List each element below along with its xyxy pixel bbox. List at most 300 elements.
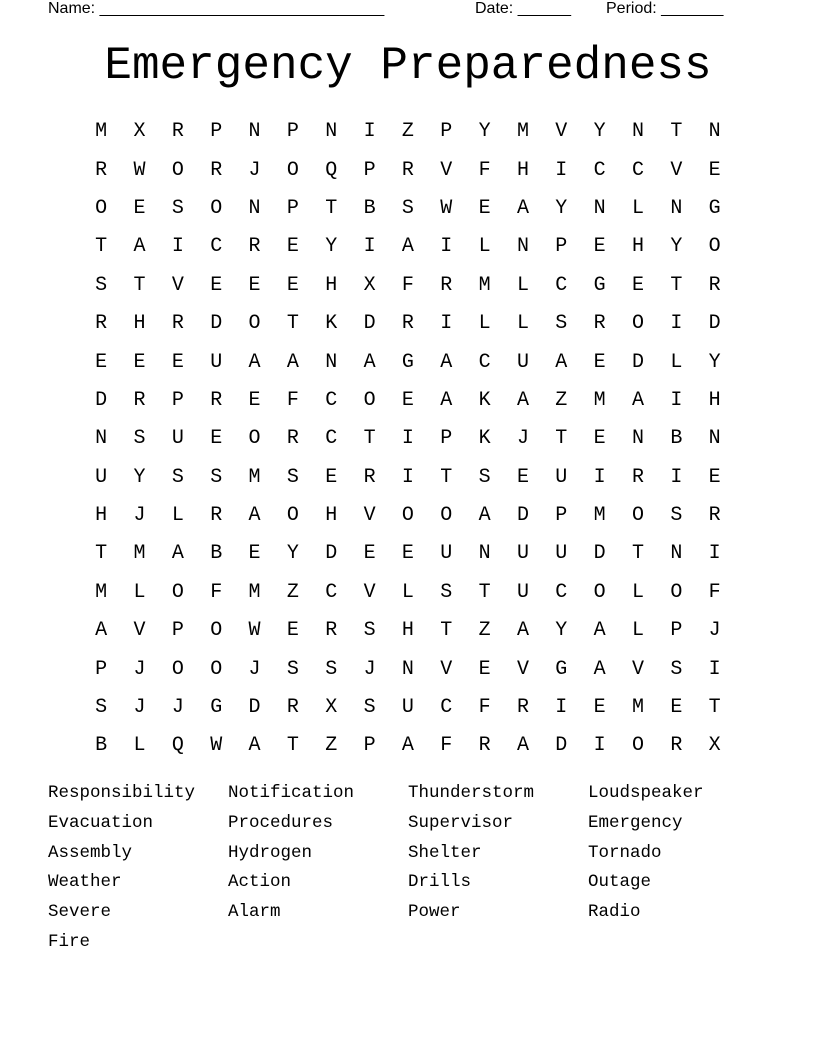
grid-letter[interactable]: R [210, 158, 223, 182]
grid-letter[interactable]: S [555, 312, 568, 336]
grid-letter[interactable]: I [440, 312, 453, 336]
grid-letter[interactable]: Y [325, 235, 338, 259]
grid-letter[interactable]: D [210, 312, 223, 336]
grid-letter[interactable]: O [631, 504, 644, 528]
grid-letter[interactable]: O [171, 158, 184, 182]
grid-letter[interactable]: A [516, 196, 529, 220]
period-field[interactable]: Period: _______ [606, 0, 724, 17]
grid-letter[interactable]: M [95, 120, 108, 144]
grid-letter[interactable]: T [670, 120, 683, 144]
grid-letter[interactable]: S [670, 504, 683, 528]
grid-letter[interactable]: R [516, 696, 529, 720]
grid-letter[interactable]: L [516, 312, 529, 336]
grid-letter[interactable]: E [708, 158, 721, 182]
grid-letter[interactable]: R [708, 504, 721, 528]
grid-letter[interactable]: N [325, 350, 338, 374]
grid-letter[interactable]: S [670, 657, 683, 681]
grid-letter[interactable]: Z [555, 388, 568, 412]
grid-letter[interactable]: J [133, 696, 146, 720]
grid-letter[interactable]: E [95, 350, 108, 374]
grid-letter[interactable]: A [133, 235, 146, 259]
grid-letter[interactable]: H [708, 388, 721, 412]
grid-letter[interactable]: D [363, 312, 376, 336]
grid-letter[interactable]: T [708, 696, 721, 720]
grid-letter[interactable]: E [248, 273, 261, 297]
grid-letter[interactable]: G [593, 273, 606, 297]
grid-letter[interactable]: X [363, 273, 376, 297]
grid-letter[interactable]: E [248, 388, 261, 412]
grid-letter[interactable]: V [171, 273, 184, 297]
grid-letter[interactable]: M [95, 580, 108, 604]
grid-letter[interactable]: P [363, 158, 376, 182]
grid-letter[interactable]: R [708, 273, 721, 297]
grid-letter[interactable]: B [210, 542, 223, 566]
grid-letter[interactable]: P [171, 619, 184, 643]
grid-letter[interactable]: G [210, 696, 223, 720]
grid-letter[interactable]: R [401, 158, 414, 182]
grid-letter[interactable]: M [593, 388, 606, 412]
grid-letter[interactable]: F [708, 580, 721, 604]
grid-letter[interactable]: M [593, 504, 606, 528]
grid-letter[interactable]: V [440, 158, 453, 182]
grid-letter[interactable]: N [95, 427, 108, 451]
grid-letter[interactable]: E [133, 196, 146, 220]
grid-letter[interactable]: A [516, 734, 529, 758]
grid-letter[interactable]: P [95, 657, 108, 681]
grid-letter[interactable]: I [593, 734, 606, 758]
grid-letter[interactable]: N [670, 542, 683, 566]
grid-letter[interactable]: D [325, 542, 338, 566]
grid-letter[interactable]: N [670, 196, 683, 220]
grid-letter[interactable]: E [286, 619, 299, 643]
grid-letter[interactable]: Z [325, 734, 338, 758]
grid-letter[interactable]: E [670, 696, 683, 720]
grid-letter[interactable]: R [286, 427, 299, 451]
grid-letter[interactable]: I [670, 388, 683, 412]
grid-letter[interactable]: U [555, 465, 568, 489]
grid-letter[interactable]: Y [478, 120, 491, 144]
grid-letter[interactable]: U [210, 350, 223, 374]
grid-letter[interactable]: R [171, 312, 184, 336]
grid-letter[interactable]: V [631, 657, 644, 681]
grid-letter[interactable]: R [133, 388, 146, 412]
grid-letter[interactable]: N [708, 427, 721, 451]
grid-letter[interactable]: O [210, 196, 223, 220]
grid-letter[interactable]: E [286, 273, 299, 297]
grid-letter[interactable]: D [95, 388, 108, 412]
grid-letter[interactable]: O [95, 196, 108, 220]
grid-letter[interactable]: C [210, 235, 223, 259]
grid-letter[interactable]: O [363, 388, 376, 412]
grid-letter[interactable]: D [516, 504, 529, 528]
grid-letter[interactable]: D [593, 542, 606, 566]
grid-letter[interactable]: Y [555, 619, 568, 643]
word-bank-item: Action [228, 872, 292, 893]
grid-letter[interactable]: H [325, 504, 338, 528]
grid-letter[interactable]: S [210, 465, 223, 489]
grid-letter[interactable]: T [325, 196, 338, 220]
grid-letter[interactable]: N [248, 120, 261, 144]
grid-letter[interactable]: R [401, 312, 414, 336]
grid-letter[interactable]: U [171, 427, 184, 451]
grid-letter[interactable]: R [631, 465, 644, 489]
grid-letter[interactable]: U [95, 465, 108, 489]
grid-letter[interactable]: O [248, 312, 261, 336]
grid-letter[interactable]: E [631, 273, 644, 297]
grid-letter[interactable]: P [555, 235, 568, 259]
grid-letter[interactable]: A [516, 619, 529, 643]
grid-letter[interactable]: S [325, 657, 338, 681]
grid-letter[interactable]: J [248, 158, 261, 182]
grid-letter[interactable]: O [171, 657, 184, 681]
grid-letter[interactable]: B [95, 734, 108, 758]
grid-letter[interactable]: U [516, 580, 529, 604]
grid-letter[interactable]: J [708, 619, 721, 643]
grid-letter[interactable]: W [133, 158, 146, 182]
word-bank-item: Shelter [408, 842, 482, 863]
grid-letter[interactable]: T [95, 235, 108, 259]
grid-letter[interactable]: L [401, 580, 414, 604]
grid-letter[interactable]: V [555, 120, 568, 144]
grid-letter[interactable]: I [440, 235, 453, 259]
grid-letter[interactable]: E [593, 696, 606, 720]
grid-letter[interactable]: I [401, 465, 414, 489]
grid-letter[interactable]: Q [171, 734, 184, 758]
grid-letter[interactable]: I [401, 427, 414, 451]
grid-letter[interactable]: A [286, 350, 299, 374]
grid-letter[interactable]: R [210, 504, 223, 528]
grid-letter[interactable]: L [478, 312, 491, 336]
grid-letter[interactable]: M [516, 120, 529, 144]
grid-letter[interactable]: O [286, 504, 299, 528]
grid-letter[interactable]: V [133, 619, 146, 643]
grid-letter[interactable]: U [555, 542, 568, 566]
grid-letter[interactable]: R [478, 734, 491, 758]
grid-letter[interactable]: Z [286, 580, 299, 604]
grid-letter[interactable]: E [516, 465, 529, 489]
grid-letter[interactable]: N [401, 657, 414, 681]
grid-letter[interactable]: T [440, 619, 453, 643]
grid-letter[interactable]: O [631, 312, 644, 336]
grid-letter[interactable]: J [133, 504, 146, 528]
grid-letter[interactable]: T [670, 273, 683, 297]
grid-letter[interactable]: R [210, 388, 223, 412]
grid-letter[interactable]: R [440, 273, 453, 297]
grid-letter[interactable]: R [593, 312, 606, 336]
grid-letter[interactable]: A [248, 734, 261, 758]
grid-letter[interactable]: A [401, 235, 414, 259]
grid-letter[interactable]: P [171, 388, 184, 412]
grid-letter[interactable]: I [708, 657, 721, 681]
grid-letter[interactable]: L [631, 196, 644, 220]
grid-letter[interactable]: R [670, 734, 683, 758]
grid-letter[interactable]: X [708, 734, 721, 758]
grid-letter[interactable]: Z [401, 120, 414, 144]
name-field[interactable]: Name: ________________________________ [48, 0, 385, 17]
grid-letter[interactable]: N [631, 120, 644, 144]
grid-letter[interactable]: G [708, 196, 721, 220]
grid-letter[interactable]: C [631, 158, 644, 182]
grid-letter[interactable]: K [478, 388, 491, 412]
grid-letter[interactable]: T [95, 542, 108, 566]
grid-letter[interactable]: N [593, 196, 606, 220]
grid-letter[interactable]: B [363, 196, 376, 220]
grid-letter[interactable]: P [670, 619, 683, 643]
grid-letter[interactable]: U [516, 350, 529, 374]
grid-letter[interactable]: M [248, 580, 261, 604]
grid-letter[interactable]: F [401, 273, 414, 297]
grid-letter[interactable]: U [516, 542, 529, 566]
grid-letter[interactable]: M [133, 542, 146, 566]
grid-letter[interactable]: N [631, 427, 644, 451]
grid-letter[interactable]: R [363, 465, 376, 489]
grid-letter[interactable]: D [708, 312, 721, 336]
grid-letter[interactable]: B [670, 427, 683, 451]
grid-letter[interactable]: H [325, 273, 338, 297]
grid-letter[interactable]: W [248, 619, 261, 643]
grid-letter[interactable]: F [210, 580, 223, 604]
grid-letter[interactable]: L [478, 235, 491, 259]
grid-letter[interactable]: E [325, 465, 338, 489]
grid-letter[interactable]: O [401, 504, 414, 528]
grid-letter[interactable]: S [363, 619, 376, 643]
grid-letter[interactable]: O [210, 657, 223, 681]
grid-letter[interactable]: G [555, 657, 568, 681]
grid-letter[interactable]: O [708, 235, 721, 259]
grid-letter[interactable]: N [516, 235, 529, 259]
grid-letter[interactable]: S [478, 465, 491, 489]
grid-letter[interactable]: A [516, 388, 529, 412]
grid-letter[interactable]: Y [670, 235, 683, 259]
grid-letter[interactable]: C [325, 388, 338, 412]
grid-letter[interactable]: G [401, 350, 414, 374]
grid-letter[interactable]: O [440, 504, 453, 528]
grid-letter[interactable]: E [593, 235, 606, 259]
grid-letter[interactable]: E [401, 388, 414, 412]
grid-letter[interactable]: C [555, 273, 568, 297]
grid-letter[interactable]: S [171, 465, 184, 489]
grid-letter[interactable]: J [516, 427, 529, 451]
word-bank-item: Notification [228, 783, 355, 803]
grid-letter[interactable]: M [248, 465, 261, 489]
grid-letter[interactable]: J [248, 657, 261, 681]
grid-letter[interactable]: L [631, 619, 644, 643]
grid-letter[interactable]: L [133, 734, 146, 758]
grid-letter[interactable]: I [171, 235, 184, 259]
grid-letter[interactable]: A [248, 504, 261, 528]
grid-letter[interactable]: O [670, 580, 683, 604]
grid-letter[interactable]: S [95, 273, 108, 297]
grid-letter[interactable]: A [478, 504, 491, 528]
grid-letter[interactable]: V [363, 580, 376, 604]
grid-letter[interactable]: O [631, 734, 644, 758]
grid-letter[interactable]: K [325, 312, 338, 336]
grid-letter[interactable]: A [401, 734, 414, 758]
grid-letter[interactable]: N [325, 120, 338, 144]
grid-letter[interactable]: I [593, 465, 606, 489]
grid-letter[interactable]: Z [478, 619, 491, 643]
grid-letter[interactable]: U [401, 696, 414, 720]
grid-letter[interactable]: T [555, 427, 568, 451]
grid-letter[interactable]: U [440, 542, 453, 566]
grid-letter[interactable]: I [555, 696, 568, 720]
grid-letter[interactable]: E [133, 350, 146, 374]
grid-letter[interactable]: Y [708, 350, 721, 374]
grid-letter[interactable]: A [440, 350, 453, 374]
grid-letter[interactable]: P [286, 120, 299, 144]
grid-letter[interactable]: N [708, 120, 721, 144]
grid-letter[interactable]: T [286, 734, 299, 758]
grid-letter[interactable]: D [555, 734, 568, 758]
grid-letter[interactable]: M [631, 696, 644, 720]
grid-letter[interactable]: E [593, 427, 606, 451]
grid-letter[interactable]: P [440, 120, 453, 144]
grid-letter[interactable]: E [248, 542, 261, 566]
grid-letter[interactable]: S [171, 196, 184, 220]
grid-letter[interactable]: A [631, 388, 644, 412]
grid-letter[interactable]: T [440, 465, 453, 489]
grid-letter[interactable]: P [286, 196, 299, 220]
grid-letter[interactable]: J [133, 657, 146, 681]
grid-letter[interactable]: S [133, 427, 146, 451]
grid-letter[interactable]: T [286, 312, 299, 336]
grid-letter[interactable]: Y [593, 120, 606, 144]
grid-letter[interactable]: J [363, 657, 376, 681]
grid-letter[interactable]: Q [325, 158, 338, 182]
grid-letter[interactable]: V [363, 504, 376, 528]
grid-letter[interactable]: X [325, 696, 338, 720]
grid-letter[interactable]: H [133, 312, 146, 336]
grid-letter[interactable]: H [516, 158, 529, 182]
date-field[interactable]: Date: ______ [475, 0, 572, 17]
grid-letter[interactable]: E [478, 657, 491, 681]
grid-letter[interactable]: E [401, 542, 414, 566]
grid-letter[interactable]: A [95, 619, 108, 643]
grid-letter[interactable]: C [593, 158, 606, 182]
grid-letter[interactable]: T [363, 427, 376, 451]
grid-letter[interactable]: A [593, 657, 606, 681]
grid-letter[interactable]: E [171, 350, 184, 374]
grid-letter[interactable]: J [171, 696, 184, 720]
grid-letter[interactable]: K [478, 427, 491, 451]
grid-letter[interactable]: R [248, 235, 261, 259]
grid-letter[interactable]: S [286, 657, 299, 681]
grid-letter[interactable]: L [133, 580, 146, 604]
grid-letter[interactable]: S [95, 696, 108, 720]
grid-letter[interactable]: W [440, 196, 453, 220]
grid-letter[interactable]: T [133, 273, 146, 297]
grid-letter[interactable]: E [593, 350, 606, 374]
grid-letter[interactable]: P [555, 504, 568, 528]
grid-letter[interactable]: R [95, 312, 108, 336]
grid-letter[interactable]: P [363, 734, 376, 758]
grid-letter[interactable]: I [708, 542, 721, 566]
grid-letter[interactable]: Y [555, 196, 568, 220]
grid-letter[interactable]: E [210, 427, 223, 451]
grid-letter[interactable]: A [593, 619, 606, 643]
grid-letter[interactable]: I [670, 312, 683, 336]
grid-letter[interactable]: R [325, 619, 338, 643]
grid-letter[interactable]: A [440, 388, 453, 412]
grid-letter[interactable]: E [708, 465, 721, 489]
grid-letter[interactable]: I [363, 120, 376, 144]
grid-row [82, 650, 734, 688]
grid-letter[interactable]: R [95, 158, 108, 182]
grid-letter[interactable]: H [401, 619, 414, 643]
grid-letter[interactable]: O [210, 619, 223, 643]
grid-letter[interactable]: A [555, 350, 568, 374]
grid-letter[interactable]: C [440, 696, 453, 720]
grid-letter[interactable]: L [631, 580, 644, 604]
grid-letter[interactable]: A [248, 350, 261, 374]
grid-letter[interactable]: V [670, 158, 683, 182]
grid-letter[interactable]: M [478, 273, 491, 297]
grid-letter[interactable]: S [440, 580, 453, 604]
grid-letter[interactable]: F [478, 696, 491, 720]
grid-letter[interactable]: Y [286, 542, 299, 566]
grid-letter[interactable]: H [631, 235, 644, 259]
grid-letter[interactable]: C [555, 580, 568, 604]
grid-letter[interactable]: O [593, 580, 606, 604]
grid-letter[interactable]: C [478, 350, 491, 374]
grid-letter[interactable]: P [210, 120, 223, 144]
word-bank-item: Evacuation [48, 812, 154, 833]
grid-letter[interactable]: R [286, 696, 299, 720]
grid-letter[interactable]: O [248, 427, 261, 451]
grid-letter[interactable]: F [478, 158, 491, 182]
grid-letter[interactable]: I [363, 235, 376, 259]
grid-letter[interactable]: I [555, 158, 568, 182]
grid-row [82, 151, 734, 189]
grid-letter[interactable]: S [286, 465, 299, 489]
grid-letter[interactable]: P [440, 427, 453, 451]
grid-letter[interactable]: A [171, 542, 184, 566]
grid-letter[interactable]: I [670, 465, 683, 489]
grid-letter[interactable]: S [363, 696, 376, 720]
grid-letter[interactable]: D [631, 350, 644, 374]
grid-letter[interactable]: H [95, 504, 108, 528]
grid-letter[interactable]: R [171, 120, 184, 144]
grid-letter[interactable]: L [171, 504, 184, 528]
grid-letter[interactable]: Y [133, 465, 146, 489]
grid-letter[interactable]: A [363, 350, 376, 374]
grid-letter[interactable]: D [248, 696, 261, 720]
grid-letter[interactable]: E [363, 542, 376, 566]
grid-letter[interactable]: E [286, 235, 299, 259]
grid-letter[interactable]: E [210, 273, 223, 297]
grid-letter[interactable]: F [286, 388, 299, 412]
grid-letter[interactable]: X [133, 120, 146, 144]
grid-letter[interactable]: L [670, 350, 683, 374]
word-bank-item: Emergency [588, 812, 683, 833]
grid-letter[interactable]: O [286, 158, 299, 182]
grid-letter[interactable]: N [248, 196, 261, 220]
grid-letter[interactable]: T [478, 580, 491, 604]
grid-letter[interactable]: T [631, 542, 644, 566]
grid-letter[interactable]: W [210, 734, 223, 758]
grid-letter[interactable]: L [516, 273, 529, 297]
grid-letter[interactable]: O [171, 580, 184, 604]
grid-letter[interactable]: F [440, 734, 453, 758]
grid-letter[interactable]: S [401, 196, 414, 220]
grid-row [82, 497, 734, 535]
grid-letter[interactable]: V [516, 657, 529, 681]
grid-letter[interactable]: E [478, 196, 491, 220]
grid-letter[interactable]: C [325, 427, 338, 451]
grid-letter[interactable]: C [325, 580, 338, 604]
grid-letter[interactable]: V [440, 657, 453, 681]
grid-letter[interactable]: N [478, 542, 491, 566]
